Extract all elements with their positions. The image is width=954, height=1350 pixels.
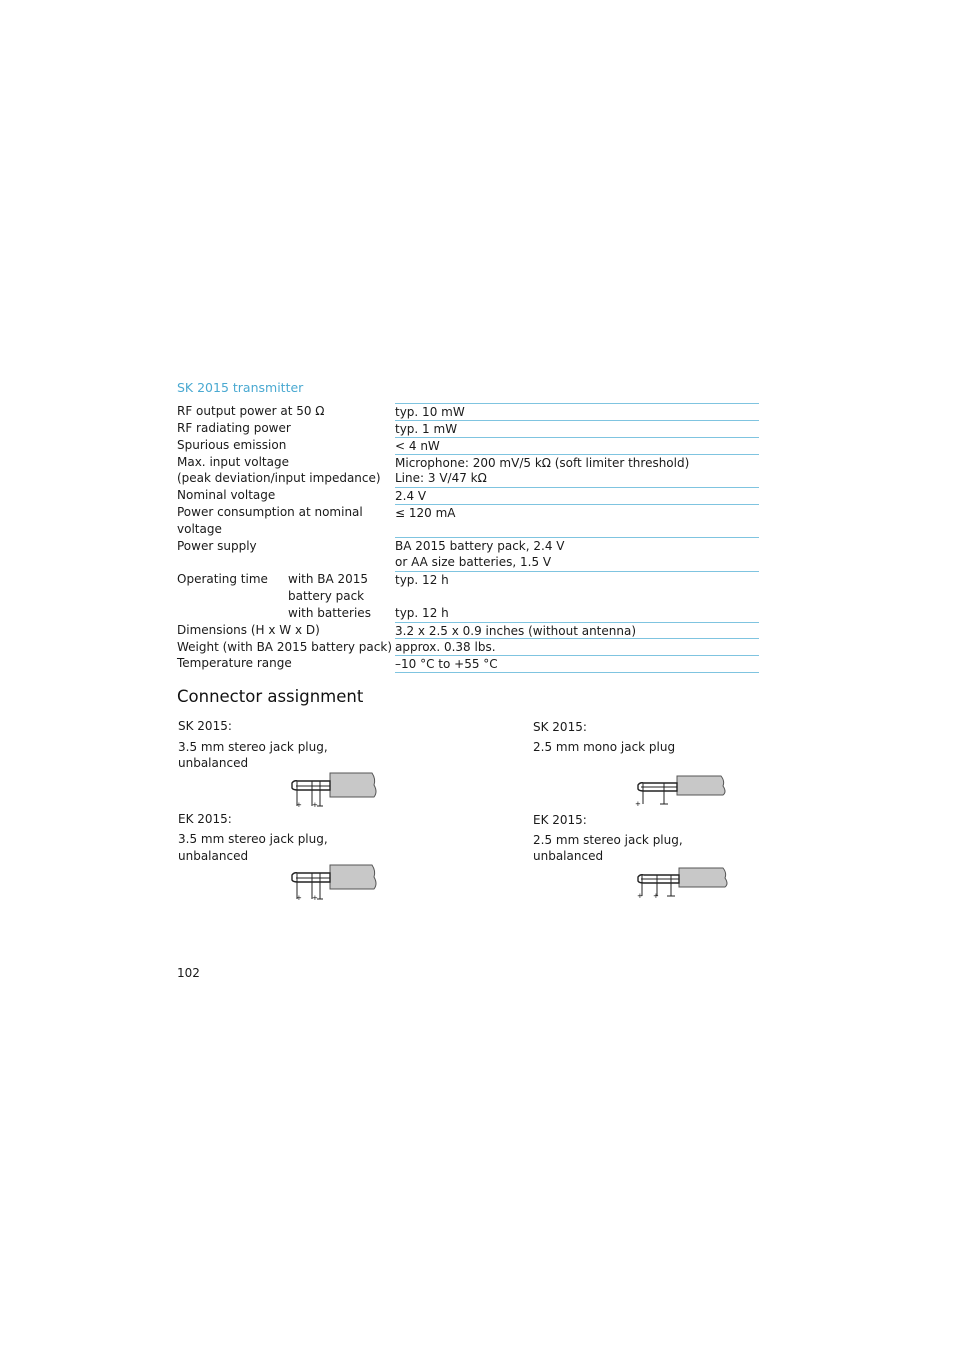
spec-label: RF output power at 50 Ω — [177, 404, 325, 418]
spec-value-cont: or AA size batteries, 1.5 V — [395, 555, 552, 569]
section-title: SK 2015 transmitter — [177, 380, 304, 395]
connector-device-label: SK 2015: — [533, 720, 587, 734]
plus-sign: + — [635, 800, 641, 808]
spec-value: typ. 1 mW — [395, 420, 759, 438]
plus-sign: + — [653, 892, 659, 900]
spec-value: –10 °C to +55 °C — [395, 655, 759, 673]
table-bottom-rule — [395, 672, 759, 673]
spec-value: approx. 0.38 lbs. — [395, 638, 759, 656]
spec-label: Max. input voltage — [177, 455, 289, 469]
spec-sublabel: with batteries — [288, 606, 371, 620]
connector-heading: Connector assignment — [177, 687, 364, 706]
stereo-jack-plug-icon — [290, 770, 382, 810]
spec-sublabel: battery pack — [288, 589, 365, 603]
page-number: 102 — [177, 966, 200, 980]
spec-label: Operating time — [177, 572, 268, 586]
connector-description: 3.5 mm stereo jack plug, — [178, 740, 328, 754]
connector-device-label: SK 2015: — [178, 719, 232, 733]
spec-label-cont: (peak deviation/input impedance) — [177, 471, 381, 485]
spec-value: ≤ 120 mA — [395, 504, 759, 522]
stereo-jack-plug-icon — [635, 865, 729, 901]
plus-sign: + — [296, 894, 302, 902]
spec-value: 2.4 V — [395, 487, 759, 505]
spec-value: typ. 10 mW — [395, 403, 759, 421]
spec-label: Nominal voltage — [177, 488, 276, 502]
spec-label: Dimensions (H x W x D) — [177, 623, 320, 637]
spec-label: Weight (with BA 2015 battery pack) — [177, 640, 392, 654]
connector-description: 2.5 mm mono jack plug — [533, 740, 676, 754]
spec-value: < 4 nW — [395, 437, 759, 455]
spec-label: RF radiating power — [177, 421, 291, 435]
spec-label-cont: voltage — [177, 522, 222, 536]
spec-value: typ. 12 h — [395, 571, 759, 589]
connector-device-label: EK 2015: — [533, 813, 587, 827]
spec-sublabel: with BA 2015 — [288, 572, 369, 586]
spec-label: Power consumption at nominal — [177, 505, 363, 519]
connector-description-cont: unbalanced — [178, 849, 249, 863]
spec-value-cont: Line: 3 V/47 kΩ — [395, 471, 487, 485]
spec-value-cont: typ. 12 h — [395, 606, 449, 620]
mono-jack-plug-icon — [635, 773, 727, 809]
spec-label: Temperature range — [177, 656, 292, 670]
connector-description: 2.5 mm stereo jack plug, — [533, 833, 683, 847]
connector-description-cont: unbalanced — [533, 849, 604, 863]
connector-device-label: EK 2015: — [178, 812, 232, 826]
connector-description: 3.5 mm stereo jack plug, — [178, 832, 328, 846]
plus-sign: + — [637, 892, 643, 900]
spec-label: Power supply — [177, 539, 257, 553]
spec-value: BA 2015 battery pack, 2.4 V — [395, 537, 759, 555]
stereo-jack-plug-icon — [290, 862, 382, 902]
plus-sign: + — [312, 801, 318, 809]
plus-sign: + — [312, 894, 318, 902]
plus-sign: + — [296, 801, 302, 809]
spec-value: Microphone: 200 mV/5 kΩ (soft limiter threshold) — [395, 454, 759, 472]
spec-value: 3.2 x 2.5 x 0.9 inches (without antenna) — [395, 622, 759, 640]
connector-description-cont: unbalanced — [178, 756, 249, 770]
spec-label: Spurious emission — [177, 438, 287, 452]
